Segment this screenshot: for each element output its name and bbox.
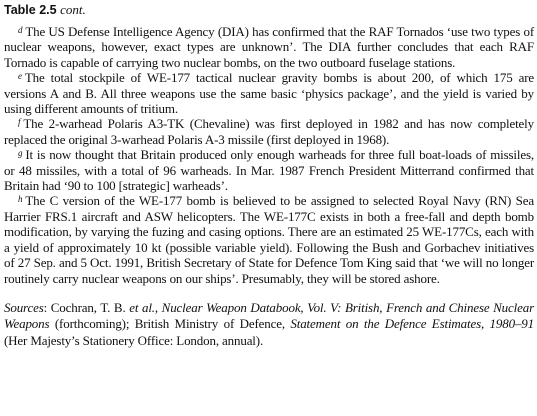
footnote-marker: e	[18, 71, 22, 82]
sources-text-2: ,	[154, 299, 162, 315]
footnote-e	[4, 70, 534, 116]
footnote-h	[4, 193, 534, 285]
footnote-f	[4, 116, 534, 147]
table-title	[4, 2, 534, 18]
sources-text-1: : Cochran, T. B.	[43, 299, 130, 315]
table-title-cont: cont.	[60, 2, 86, 17]
sources-title-databook: Nuclear Weapon Databook, Vol. V: British, French and Chinese Nuclear Weapons	[4, 299, 534, 332]
footnote-text: The 2-warhead Polaris A3-TK (Chevaline) was first deployed in 1982 and has now completely replaced the original 3-warhead Polaris A-3 missile (first deployed in 1968).	[4, 116, 534, 147]
table-notes-page	[4, 2, 534, 349]
sources-etal: et al.	[129, 299, 155, 315]
footnote-text: The C version of the WE-177 bomb is believed to be assigned to selected Royal Navy (RN) Sea Harrier FRS.1 aircraft and ASW helicopters. The WE-177C exists in both a free-fall and depth bomb modification, by varying the fuzing and casing options. There are an estimated 25 WE-177Cs, each with a yield of approximately 10 kt (possible variable yield). Following the Bush and Gorbachev initiatives of 27 Sep. and 5 Oct. 1991, British Secretary of State for Defence Tom King said that ‘we will no longer routinely carry nuclear weapons on our ships’. Presumably, they will be stored ashore.	[4, 193, 534, 286]
footnote-text: The US Defense Intelligence Agency (DIA) has confirmed that the RAF Tornados ‘use two types of nuclear weapons, however, exact types are unknown’. The DIA further concludes that each RAF Tornado is capable of carrying two nuclear bombs, on the two outboard fuselage stations.	[4, 24, 534, 70]
footnote-text: The total stockpile of WE-177 tactical nuclear gravity bombs is about 200, of which 175 are versions A and B. All three weapons use the same basic ‘physics package’, and the yield is varied by using different amounts of tritium.	[4, 70, 534, 117]
sources-note	[4, 300, 534, 350]
footnote-d	[4, 24, 534, 70]
footnote-marker: g	[18, 148, 23, 159]
footnote-g	[4, 147, 534, 193]
sources-text-4: (Her Majesty’s Stationery Office: London, annual).	[4, 332, 264, 348]
sources-text-3: (forthcoming); British Ministry of Defence,	[49, 316, 291, 332]
footnote-marker: d	[18, 25, 23, 35]
sources-title-defence-estimates: Statement on the Defence Estimates, 1980–91	[290, 316, 534, 332]
footnote-text: It is now thought that Britain produced only enough warheads for three full boat-loads of missiles, or 48 missiles, with a total of 96 warheads. In Mar. 1987 French President Mitterrand confirmed that Britain had ‘90 to 100 [strategic] warheads’.	[4, 147, 534, 194]
footnote-marker: h	[18, 194, 23, 205]
sources-label: Sources	[4, 299, 44, 315]
footnote-marker: f	[18, 117, 21, 128]
table-title-label: Table 2.5	[4, 3, 57, 17]
